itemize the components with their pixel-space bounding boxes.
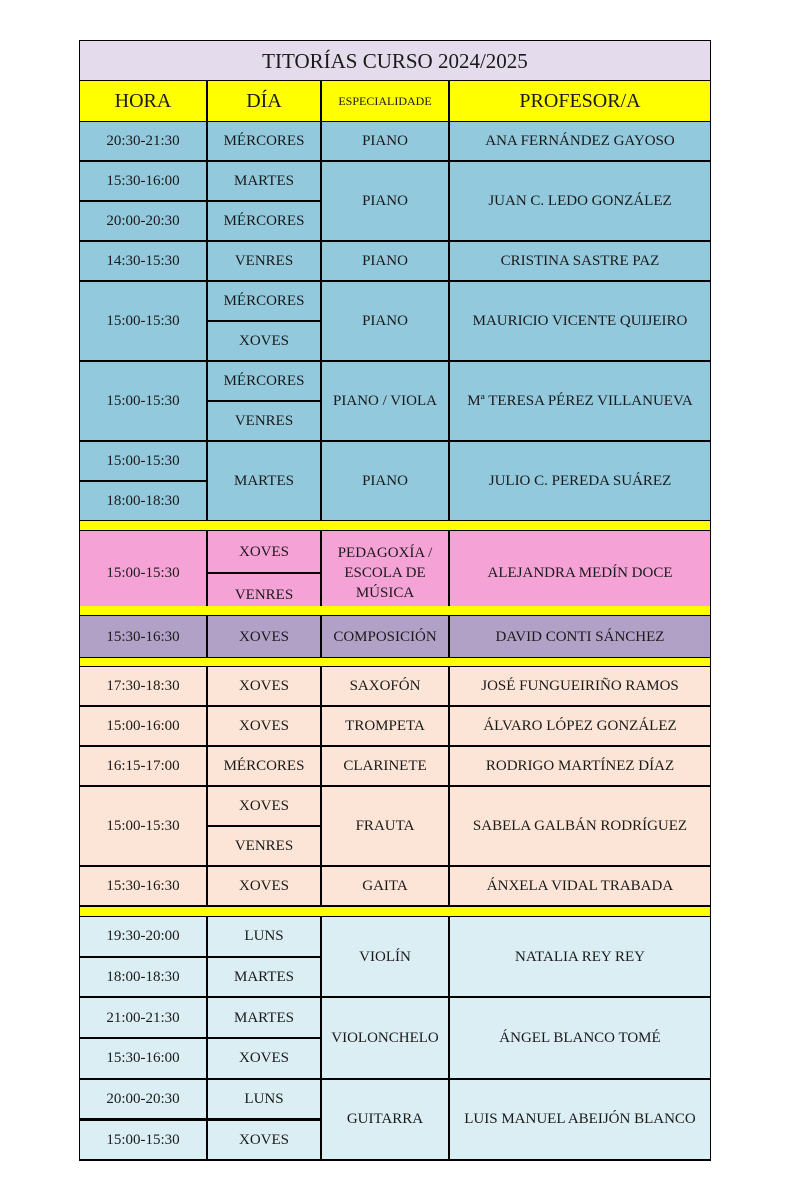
especialidade-cell: GUITARRA	[322, 1080, 448, 1159]
especialidade-cell: FRAUTA	[322, 787, 448, 865]
dia-cell: XOVES	[208, 322, 320, 360]
hora-cell: 14:30-15:30	[80, 242, 206, 280]
hora-cell: 15:00-15:30	[80, 787, 206, 865]
profesor-cell: JOSÉ FUNGUEIRIÑO RAMOS	[450, 667, 710, 705]
especialidade-cell: PIANO / VIOLA	[322, 362, 448, 440]
header-especialidade: ESPECIALIDADE	[322, 81, 448, 121]
section-separator	[80, 521, 710, 530]
dia-cell: MARTES	[208, 442, 320, 520]
especialidade-cell: SAXOFÓN	[322, 667, 448, 705]
hora-cell: 20:00-20:30	[80, 202, 206, 240]
hora-cell: 15:00-15:30	[80, 282, 206, 360]
hora-cell: 21:00-21:30	[80, 998, 206, 1037]
dia-cell: XOVES	[208, 1121, 320, 1160]
hora-cell: 15:00-15:30	[80, 442, 206, 480]
especialidade-cell: PEDAGOXÍA / ESCOLA DE MÚSICA	[322, 531, 448, 615]
hora-cell: 20:30-21:30	[80, 122, 206, 160]
especialidade-cell: PIANO	[322, 442, 448, 520]
especialidade-cell: COMPOSICIÓN	[322, 616, 448, 657]
section-separator	[80, 658, 710, 666]
dia-cell: XOVES	[208, 616, 320, 657]
profesor-cell: ALEJANDRA MEDÍN DOCE	[450, 531, 710, 615]
especialidade-cell: TROMPETA	[322, 707, 448, 745]
dia-cell: VENRES	[208, 574, 320, 615]
profesor-cell: JUAN C. LEDO GONZÁLEZ	[450, 162, 710, 240]
dia-cell: XOVES	[208, 867, 320, 905]
tutoring-schedule-table	[79, 40, 711, 1161]
hora-cell: 18:00-18:30	[80, 958, 206, 997]
profesor-cell: LUIS MANUEL ABEIJÓN BLANCO	[450, 1080, 710, 1159]
especialidade-cell: GAITA	[322, 867, 448, 905]
profesor-cell: CRISTINA SASTRE PAZ	[450, 242, 710, 280]
especialidade-cell: VIOLÍN	[322, 917, 448, 996]
profesor-cell: NATALIA REY REY	[450, 917, 710, 996]
dia-cell: LUNS	[208, 1080, 320, 1119]
hora-cell: 17:30-18:30	[80, 667, 206, 705]
section-separator	[80, 907, 710, 916]
especialidade-cell: VIOLONCHELO	[322, 998, 448, 1077]
hora-cell: 16:15-17:00	[80, 747, 206, 785]
hora-cell: 15:30-16:00	[80, 162, 206, 200]
dia-cell: MÉRCORES	[208, 362, 320, 400]
hora-cell: 20:00-20:30	[80, 1080, 206, 1119]
dia-cell: VENRES	[208, 402, 320, 440]
dia-cell: MÉRCORES	[208, 122, 320, 160]
profesor-cell: SABELA GALBÁN RODRÍGUEZ	[450, 787, 710, 865]
especialidade-cell: PIANO	[322, 122, 448, 160]
header-profesor: PROFESOR/A	[450, 81, 710, 121]
especialidade-cell: PIANO	[322, 282, 448, 360]
dia-cell: XOVES	[208, 707, 320, 745]
profesor-cell: Mª TERESA PÉREZ VILLANUEVA	[450, 362, 710, 440]
dia-cell: XOVES	[208, 531, 320, 572]
profesor-cell: MAURICIO VICENTE QUIJEIRO	[450, 282, 710, 360]
dia-cell: MARTES	[208, 958, 320, 997]
especialidade-cell: PIANO	[322, 162, 448, 240]
hora-cell: 19:30-20:00	[80, 917, 206, 956]
header-hora: HORA	[80, 81, 206, 121]
hora-cell: 15:30-16:30	[80, 867, 206, 905]
dia-cell: VENRES	[208, 242, 320, 280]
profesor-cell: RODRIGO MARTÍNEZ DÍAZ	[450, 747, 710, 785]
dia-cell: MÉRCORES	[208, 202, 320, 240]
hora-cell: 15:00-15:30	[80, 362, 206, 440]
dia-cell: MARTES	[208, 998, 320, 1037]
dia-cell: MÉRCORES	[208, 282, 320, 320]
hora-cell: 15:00-16:00	[80, 707, 206, 745]
profesor-cell: ÁNGEL BLANCO TOMÉ	[450, 998, 710, 1077]
profesor-cell: ANA FERNÁNDEZ GAYOSO	[450, 122, 710, 160]
dia-cell: LUNS	[208, 917, 320, 956]
especialidade-cell: CLARINETE	[322, 747, 448, 785]
dia-cell: XOVES	[208, 1039, 320, 1078]
header-dia: DÍA	[208, 81, 320, 121]
dia-cell: VENRES	[208, 827, 320, 865]
profesor-cell: DAVID CONTI SÁNCHEZ	[450, 616, 710, 657]
dia-cell: XOVES	[208, 667, 320, 705]
section-separator	[80, 606, 710, 615]
hora-cell: 15:30-16:30	[80, 616, 206, 657]
profesor-cell: ÁLVARO LÓPEZ GONZÁLEZ	[450, 707, 710, 745]
dia-cell: MARTES	[208, 162, 320, 200]
hora-cell: 15:00-15:30	[80, 531, 206, 615]
dia-cell: MÉRCORES	[208, 747, 320, 785]
profesor-cell: ÁNXELA VIDAL TRABADA	[450, 867, 710, 905]
hora-cell: 15:30-16:00	[80, 1039, 206, 1078]
especialidade-cell: PIANO	[322, 242, 448, 280]
table-title: TITORÍAS CURSO 2024/2025	[80, 41, 710, 80]
profesor-cell: JULIO C. PEREDA SUÁREZ	[450, 442, 710, 520]
hora-cell: 18:00-18:30	[80, 482, 206, 520]
hora-cell: 15:00-15:30	[80, 1121, 206, 1160]
dia-cell: XOVES	[208, 787, 320, 825]
